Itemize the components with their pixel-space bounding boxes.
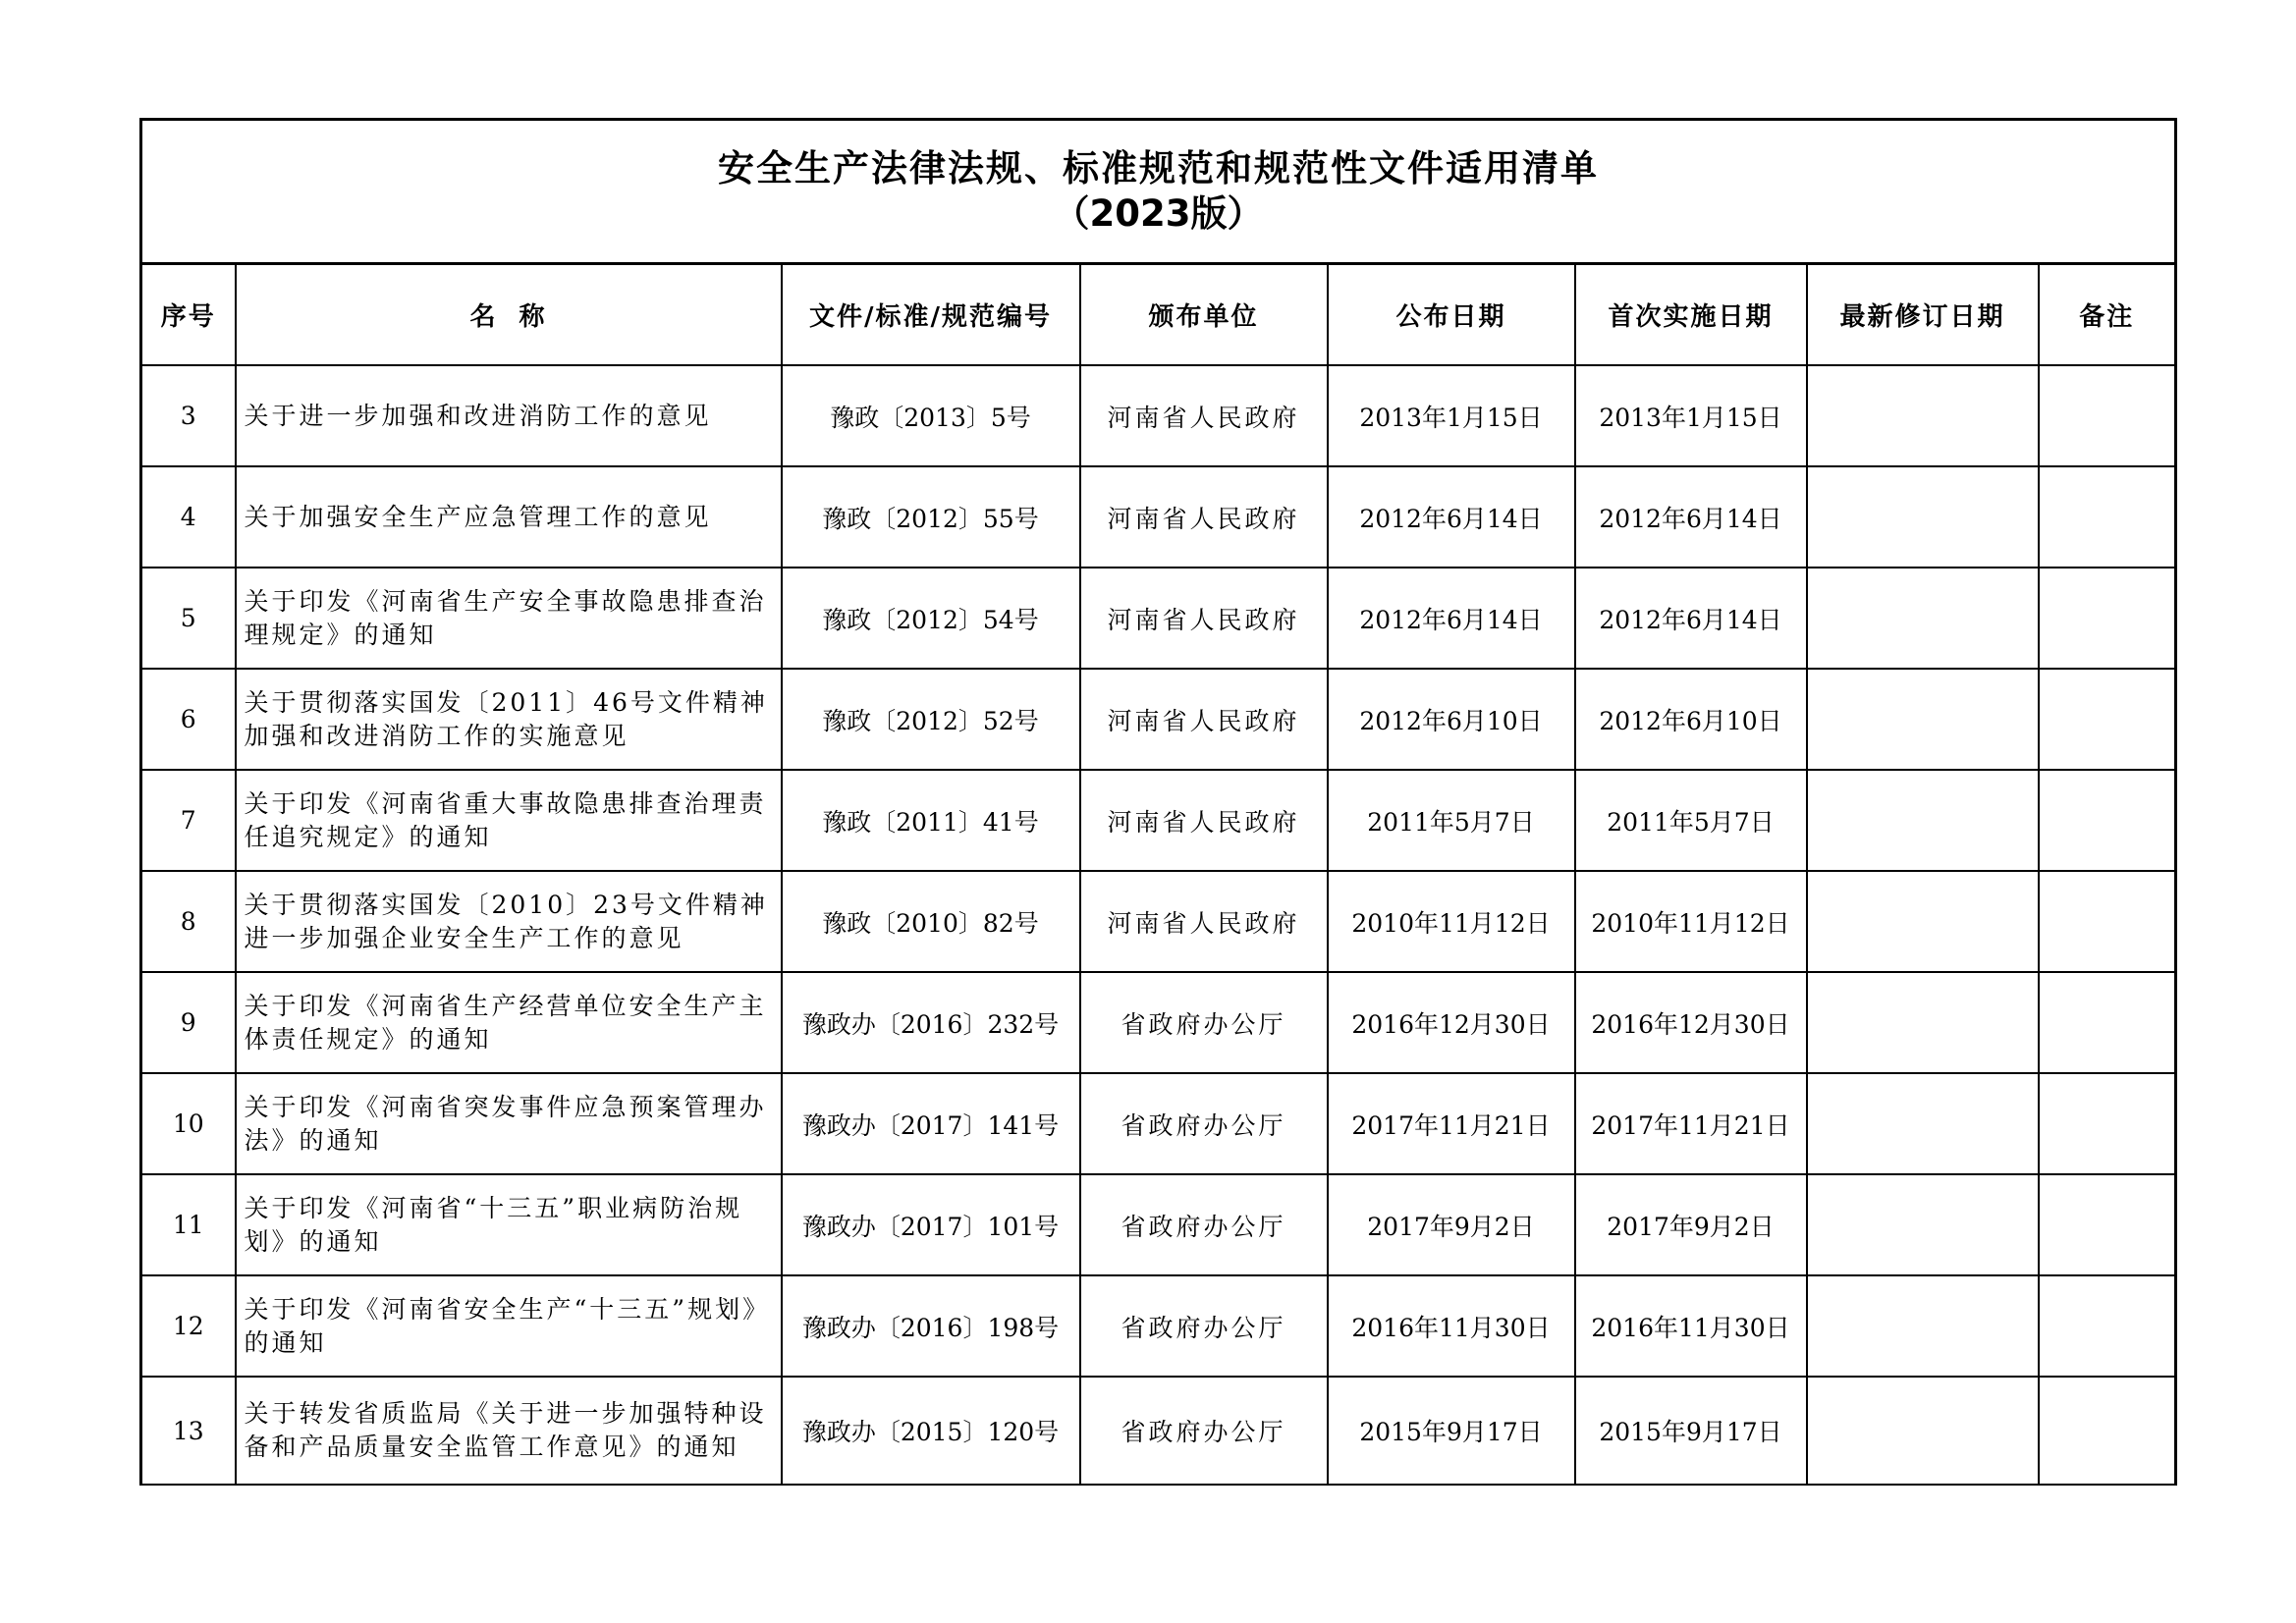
row-seq: 8 bbox=[141, 871, 236, 972]
header-remark: 备注 bbox=[2039, 264, 2176, 366]
row-remark bbox=[2039, 466, 2176, 568]
row-remark bbox=[2039, 1174, 2176, 1275]
row-issuer: 河南省人民政府 bbox=[1080, 466, 1328, 568]
row-effective-date: 2012年6月14日 bbox=[1575, 568, 1807, 669]
row-code: 豫政〔2012〕54号 bbox=[782, 568, 1080, 669]
row-effective-date: 2013年1月15日 bbox=[1575, 365, 1807, 466]
row-code: 豫政办〔2016〕232号 bbox=[782, 972, 1080, 1073]
row-publish-date: 2012年6月10日 bbox=[1328, 669, 1575, 770]
row-effective-date: 2012年6月10日 bbox=[1575, 669, 1807, 770]
row-effective-date: 2016年11月30日 bbox=[1575, 1275, 1807, 1377]
row-issuer: 省政府办公厅 bbox=[1080, 1174, 1328, 1275]
regulation-list-sheet bbox=[139, 118, 2174, 1486]
row-revised-date bbox=[1807, 466, 2039, 568]
row-seq: 5 bbox=[141, 568, 236, 669]
table-body bbox=[141, 365, 2176, 1485]
row-name: 关于印发《河南省生产安全事故隐患排查治理规定》的通知 bbox=[236, 568, 782, 669]
row-name: 关于印发《河南省重大事故隐患排查治理责任追究规定》的通知 bbox=[236, 770, 782, 871]
row-publish-date: 2016年12月30日 bbox=[1328, 972, 1575, 1073]
row-name: 关于贯彻落实国发〔2011〕46号文件精神加强和改进消防工作的实施意见 bbox=[236, 669, 782, 770]
row-publish-date: 2011年5月7日 bbox=[1328, 770, 1575, 871]
row-name: 关于印发《河南省安全生产“十三五”规划》的通知 bbox=[236, 1275, 782, 1377]
row-seq: 9 bbox=[141, 972, 236, 1073]
table-row bbox=[141, 568, 2176, 669]
row-revised-date bbox=[1807, 1275, 2039, 1377]
row-revised-date bbox=[1807, 1377, 2039, 1485]
row-issuer: 河南省人民政府 bbox=[1080, 770, 1328, 871]
row-issuer: 河南省人民政府 bbox=[1080, 871, 1328, 972]
row-effective-date: 2011年5月7日 bbox=[1575, 770, 1807, 871]
header-revised-date: 最新修订日期 bbox=[1807, 264, 2039, 366]
row-effective-date: 2010年11月12日 bbox=[1575, 871, 1807, 972]
row-code: 豫政办〔2015〕120号 bbox=[782, 1377, 1080, 1485]
row-publish-date: 2015年9月17日 bbox=[1328, 1377, 1575, 1485]
row-name: 关于转发省质监局《关于进一步加强特种设备和产品质量安全监管工作意见》的通知 bbox=[236, 1377, 782, 1485]
row-code: 豫政〔2013〕5号 bbox=[782, 365, 1080, 466]
row-issuer: 河南省人民政府 bbox=[1080, 669, 1328, 770]
row-revised-date bbox=[1807, 669, 2039, 770]
row-code: 豫政办〔2016〕198号 bbox=[782, 1275, 1080, 1377]
row-publish-date: 2012年6月14日 bbox=[1328, 466, 1575, 568]
row-revised-date bbox=[1807, 1174, 2039, 1275]
row-effective-date: 2012年6月14日 bbox=[1575, 466, 1807, 568]
row-remark bbox=[2039, 871, 2176, 972]
table-row bbox=[141, 1377, 2176, 1485]
row-seq: 3 bbox=[141, 365, 236, 466]
row-publish-date: 2016年11月30日 bbox=[1328, 1275, 1575, 1377]
row-remark bbox=[2039, 365, 2176, 466]
header-code: 文件/标准/规范编号 bbox=[782, 264, 1080, 366]
row-seq: 4 bbox=[141, 466, 236, 568]
row-issuer: 省政府办公厅 bbox=[1080, 1377, 1328, 1485]
regulation-table bbox=[139, 118, 2177, 1486]
row-issuer: 省政府办公厅 bbox=[1080, 972, 1328, 1073]
row-remark bbox=[2039, 1275, 2176, 1377]
row-revised-date bbox=[1807, 365, 2039, 466]
row-effective-date: 2017年9月2日 bbox=[1575, 1174, 1807, 1275]
row-name: 关于进一步加强和改进消防工作的意见 bbox=[236, 365, 782, 466]
row-code: 豫政办〔2017〕141号 bbox=[782, 1073, 1080, 1174]
header-seq: 序号 bbox=[141, 264, 236, 366]
table-row bbox=[141, 871, 2176, 972]
row-code: 豫政〔2012〕55号 bbox=[782, 466, 1080, 568]
row-code: 豫政办〔2017〕101号 bbox=[782, 1174, 1080, 1275]
row-effective-date: 2016年12月30日 bbox=[1575, 972, 1807, 1073]
row-effective-date: 2017年11月21日 bbox=[1575, 1073, 1807, 1174]
row-remark bbox=[2039, 1073, 2176, 1174]
row-seq: 11 bbox=[141, 1174, 236, 1275]
header-name: 名 称 bbox=[236, 264, 782, 366]
table-row bbox=[141, 669, 2176, 770]
row-seq: 7 bbox=[141, 770, 236, 871]
row-revised-date bbox=[1807, 568, 2039, 669]
row-seq: 10 bbox=[141, 1073, 236, 1174]
row-revised-date bbox=[1807, 770, 2039, 871]
row-name: 关于贯彻落实国发〔2010〕23号文件精神进一步加强企业安全生产工作的意见 bbox=[236, 871, 782, 972]
row-name: 关于印发《河南省突发事件应急预案管理办法》的通知 bbox=[236, 1073, 782, 1174]
row-seq: 12 bbox=[141, 1275, 236, 1377]
row-name: 关于印发《河南省“十三五”职业病防治规划》的通知 bbox=[236, 1174, 782, 1275]
table-row bbox=[141, 770, 2176, 871]
row-remark bbox=[2039, 669, 2176, 770]
row-code: 豫政〔2010〕82号 bbox=[782, 871, 1080, 972]
row-code: 豫政〔2012〕52号 bbox=[782, 669, 1080, 770]
document-title-cell bbox=[141, 120, 2176, 264]
row-name: 关于印发《河南省生产经营单位安全生产主体责任规定》的通知 bbox=[236, 972, 782, 1073]
document-subtitle: （2023版） bbox=[1053, 192, 1264, 235]
row-seq: 6 bbox=[141, 669, 236, 770]
header-effective-date: 首次实施日期 bbox=[1575, 264, 1807, 366]
row-issuer: 省政府办公厅 bbox=[1080, 1073, 1328, 1174]
table-row bbox=[141, 972, 2176, 1073]
row-issuer: 河南省人民政府 bbox=[1080, 568, 1328, 669]
header-issuer: 颁布单位 bbox=[1080, 264, 1328, 366]
row-publish-date: 2017年9月2日 bbox=[1328, 1174, 1575, 1275]
table-row bbox=[141, 1174, 2176, 1275]
row-seq: 13 bbox=[141, 1377, 236, 1485]
row-remark bbox=[2039, 568, 2176, 669]
row-revised-date bbox=[1807, 871, 2039, 972]
row-publish-date: 2013年1月15日 bbox=[1328, 365, 1575, 466]
table-row bbox=[141, 466, 2176, 568]
table-row bbox=[141, 1073, 2176, 1174]
table-row bbox=[141, 1275, 2176, 1377]
row-revised-date bbox=[1807, 1073, 2039, 1174]
row-publish-date: 2012年6月14日 bbox=[1328, 568, 1575, 669]
row-remark bbox=[2039, 972, 2176, 1073]
row-effective-date: 2015年9月17日 bbox=[1575, 1377, 1807, 1485]
row-name: 关于加强安全生产应急管理工作的意见 bbox=[236, 466, 782, 568]
header-publish-date: 公布日期 bbox=[1328, 264, 1575, 366]
row-issuer: 省政府办公厅 bbox=[1080, 1275, 1328, 1377]
table-row bbox=[141, 365, 2176, 466]
row-code: 豫政〔2011〕41号 bbox=[782, 770, 1080, 871]
row-remark bbox=[2039, 770, 2176, 871]
row-revised-date bbox=[1807, 972, 2039, 1073]
header-row bbox=[141, 264, 2176, 366]
row-publish-date: 2010年11月12日 bbox=[1328, 871, 1575, 972]
title-row bbox=[141, 120, 2176, 264]
row-publish-date: 2017年11月21日 bbox=[1328, 1073, 1575, 1174]
row-issuer: 河南省人民政府 bbox=[1080, 365, 1328, 466]
row-remark bbox=[2039, 1377, 2176, 1485]
document-title: 安全生产法律法规、标准规范和规范性文件适用清单 bbox=[718, 147, 1599, 189]
